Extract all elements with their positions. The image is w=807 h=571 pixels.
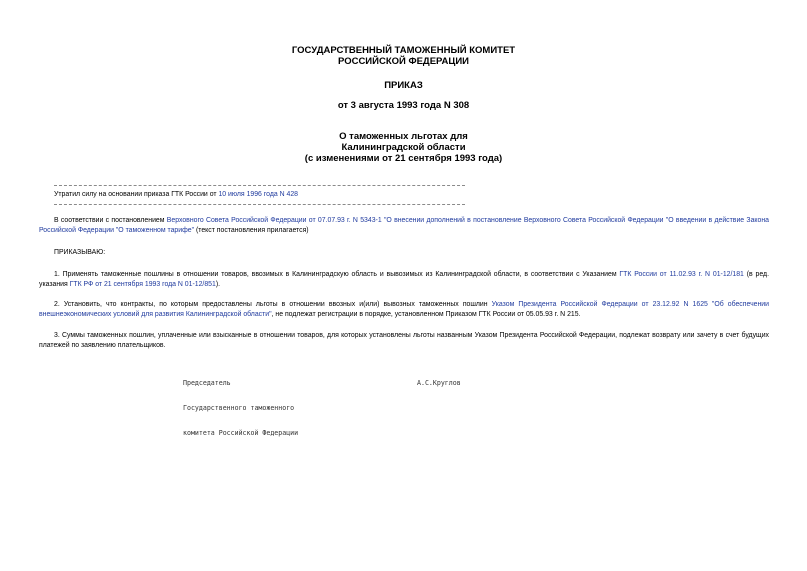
title-line-3: (с изменениями от 21 сентября 1993 года) — [304, 153, 503, 164]
validity-notice — [39, 190, 769, 200]
item-1-amendment-link[interactable]: ГТК РФ от 21 сентября 1993 года N 01-12/851 — [69, 281, 216, 288]
order-item-1 — [39, 270, 769, 290]
preamble-text-1: В соответствии с постановлением — [54, 217, 167, 224]
document-title — [0, 131, 807, 164]
item-1-instruction-link[interactable]: ГТК России от 11.02.93 г. N 01-12/181 — [619, 271, 744, 278]
notice-divider-top — [54, 185, 465, 186]
preamble-resolution-link[interactable]: Верховного Совета Российской Федерации от 07.07.93 г. N 5343-1 "О внесении дополнений в постановление Верховного Совета Российской Федерации "О введении в действие Закона Российской Федерации "О таможенном тарифе" — [39, 217, 769, 234]
item-1-text-2: (в ред. указания — [39, 271, 769, 288]
document-type: ПРИКАЗ — [384, 80, 423, 91]
signature-position-line-2: Государственного таможенного — [183, 404, 295, 413]
item-2-text-2: , не подлежат регистрации в порядке, установленном Приказом ГТК России от 05.05.93 г. N 215. — [271, 311, 581, 318]
document-date-number: от 3 августа 1993 года N 308 — [337, 100, 470, 111]
item-2-text-1: 2. Установить, что контракты, по которым предоставлены льготы в отношении ввозных и(или) вывозных таможенных пошлин — [54, 301, 492, 308]
validity-notice-text: Утратил силу на основании приказа ГТК России от — [54, 191, 219, 198]
preamble-paragraph — [39, 216, 769, 236]
signature-block — [183, 362, 461, 463]
signature-position-line-3: комитета Российской Федерации — [183, 429, 299, 438]
item-2-decree-link[interactable]: Указом Президента Российской Федерации от 23.12.92 N 1625 "Об обеспечении внешнеэкономических условий для развития Калининградской области" — [39, 301, 769, 318]
preamble-text-2: (текст постановления прилагается) — [194, 227, 309, 234]
order-item-2 — [39, 300, 769, 320]
signatory-name: А.С.Круглов — [417, 378, 461, 387]
title-line-2: Калининградской области — [341, 142, 466, 153]
signature-position-line-1: Председатель — [183, 378, 231, 387]
validity-notice-link[interactable]: 10 июля 1996 года N 428 — [218, 191, 299, 198]
title-line-1: О таможенных льготах для — [339, 131, 468, 142]
order-word: ПРИКАЗЫВАЮ: — [54, 249, 106, 256]
agency-line-2: РОССИЙСКОЙ ФЕДЕРАЦИИ — [337, 56, 469, 67]
item-3-text-1: 3. Суммы таможенных пошлин, уплаченные или взысканные в отношении товаров, для которых установлены льготы названным Указом Президента Российской Федерации, подлежат возврату или зачету в счет будущих платежей по заявлению плательщиков. — [39, 332, 769, 349]
agency-header — [0, 45, 807, 67]
item-1-text-3: ). — [215, 281, 221, 288]
notice-divider-bottom — [54, 204, 465, 205]
item-1-text-1: 1. Применять таможенные пошлины в отношении товаров, ввозимых в Калининградскую область и вывозимых из Калининградской области, в соответствии с Указанием — [54, 271, 620, 278]
order-item-3 — [39, 331, 769, 351]
agency-line-1: ГОСУДАРСТВЕННЫЙ ТАМОЖЕННЫЙ КОМИТЕТ — [291, 45, 516, 56]
